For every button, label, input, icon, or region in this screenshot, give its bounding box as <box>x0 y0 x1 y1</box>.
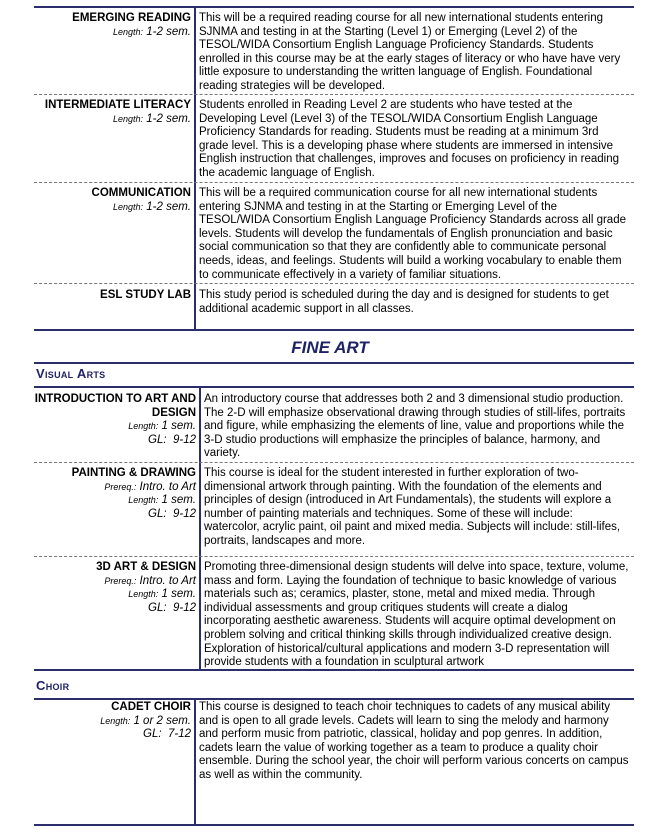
course-meta: Length: 1-2 sem. <box>113 200 191 213</box>
subsection-bottom-rule <box>34 669 634 671</box>
course-name: INTERMEDIATE LITERACY <box>44 99 191 111</box>
course-meta: Length: 1 sem. <box>128 420 196 433</box>
course-meta: GL: 9-12 <box>148 601 196 614</box>
subsection-rule <box>34 386 634 388</box>
course-description: This study period is scheduled during the day and is designed for students to get additional academic support in all classes. <box>199 289 609 315</box>
course-meta: Length: 1 or 2 sem. <box>100 714 191 727</box>
course-title-block <box>34 12 191 39</box>
column-divider <box>199 386 201 669</box>
course-description: An introductory course that addresses both 2 and 3 dimensional studio production. The 2-D will emphasize observational drawing through studies of still-lifes, portraits and figure, while emphasizing the elements of line, value and proportions while the 3-D studio productions will emphasize the principles of balance, harmony, and variety. <box>204 393 626 460</box>
row-divider <box>34 556 634 557</box>
course-description: This will be a required reading course for all new international students entering SJNMA and testing in at the Starting (Level 1) or Emerging (Level 2) of the TESOL/WIDA Consortium English Language Proficiency Standards. Students enrolled in this course may be at the early stages of literacy or who have have very little exposure to understanding the written language of English. Foundational reading strategies will be developed. <box>199 12 621 92</box>
course-meta: Length: 1 sem. <box>128 588 196 601</box>
course-description: This course is ideal for the student interested in further exploration of two-dimensional artwork through painting. With the foundation of the elements and principles of design (introduced in Art Fundamentals), the students will explore a number of painting materials and techniques. Some of these will include: watercolor, acrylic paint, oil paint and mixed media. Subjects will include: still-lifes, portraits, landscapes and more. <box>204 467 621 547</box>
subsection-heading: Visual Arts <box>36 366 106 381</box>
course-meta: GL: 9-12 <box>148 507 196 520</box>
course-title-block <box>34 187 191 214</box>
course-name: EMERGING READING <box>72 12 191 24</box>
column-divider <box>194 6 196 330</box>
column-divider <box>194 698 196 824</box>
course-title-block <box>34 99 191 126</box>
course-name: 3D ART & DESIGN <box>96 561 196 573</box>
course-meta: Length: 1-2 sem. <box>113 25 191 38</box>
section-bottom-rule <box>34 329 634 331</box>
course-description: This will be a required communication course for all new international students entering SJNMA and testing in at the Starting or Emerging Level of the TESOL/WIDA Consortium English Language Proficiency Standards across all grade levels. Students will develop the fundamentals of English pronunciation and basic social communication so that they are confidently able to communicate personal needs, ideas, and feelings. Students will build a working vocabulary to enable them to communicate effectively in a variety of familiar situations. <box>199 187 626 281</box>
course-meta: Length: 1 sem. <box>128 494 196 507</box>
course-title-block <box>34 561 196 615</box>
subsection-rule <box>34 698 634 700</box>
course-title-block <box>34 393 196 447</box>
subsection-heading: Choir <box>36 678 70 693</box>
course-name: COMMUNICATION <box>91 187 191 199</box>
course-description: Promoting three-dimensional design students will delve into space, texture, volume, mass and form. Laying the foundation of technique to basic knowledge of various materials such as; ceramics, plaster, stone, metal and mixed media. Through individual assessments and group critiques students will create a dialog incorporating aesthetic awareness. Students will acquire optimal development on problem solving and critical thinking skills through individualized creative design. Exploration of historical/cultural applications and modern 3-D representation will provide students with a foundation in sculptural artwork <box>204 561 629 669</box>
course-meta: Length: 1-2 sem. <box>113 112 191 125</box>
course-title-block <box>34 467 196 521</box>
top-rule <box>34 6 634 8</box>
row-divider <box>34 182 634 183</box>
row-divider <box>34 462 634 463</box>
course-name: INTRODUCTION TO ART AND DESIGN <box>34 393 196 419</box>
course-description: This course is designed to teach choir techniques to cadets of any musical ability and is open to all grade levels. Cadets will learn to sing the melody and harmony and perform music from patriotic, classical, holiday and pop genres. In addition, cadets learn the value of working together as a team to produce a quality choir ensemble. During the school year, the choir will perform various concerts on campus as well as within the community. <box>199 701 629 781</box>
section-title-rule <box>34 362 634 364</box>
course-meta: Prereq.: Intro. to Art <box>104 480 196 493</box>
course-description: Students enrolled in Reading Level 2 are students who have tested at the Developing Level (Level 3) of the TESOL/WIDA Consortium English Language Proficiency Standards for reading. Students must be reading at a minimum 3rd grade level. This is a developing phase where students are immersed in intensive English instruction that challenges, improves and focuses on proficiency in reading the academic language of English. <box>199 99 619 179</box>
course-meta: GL: 9-12 <box>148 433 196 446</box>
row-divider <box>34 283 634 284</box>
course-meta: GL: 7-12 <box>143 728 191 741</box>
row-divider <box>34 94 634 95</box>
section-title: FINE ART <box>291 338 369 357</box>
course-name: ESL STUDY LAB <box>100 289 191 301</box>
bottom-rule <box>34 824 634 826</box>
course-title-block <box>34 701 191 742</box>
course-meta: Prereq.: Intro. to Art <box>104 574 196 587</box>
course-title-block <box>34 289 191 303</box>
course-name: PAINTING & DRAWING <box>71 467 196 479</box>
course-name: CADET CHOIR <box>111 701 191 713</box>
